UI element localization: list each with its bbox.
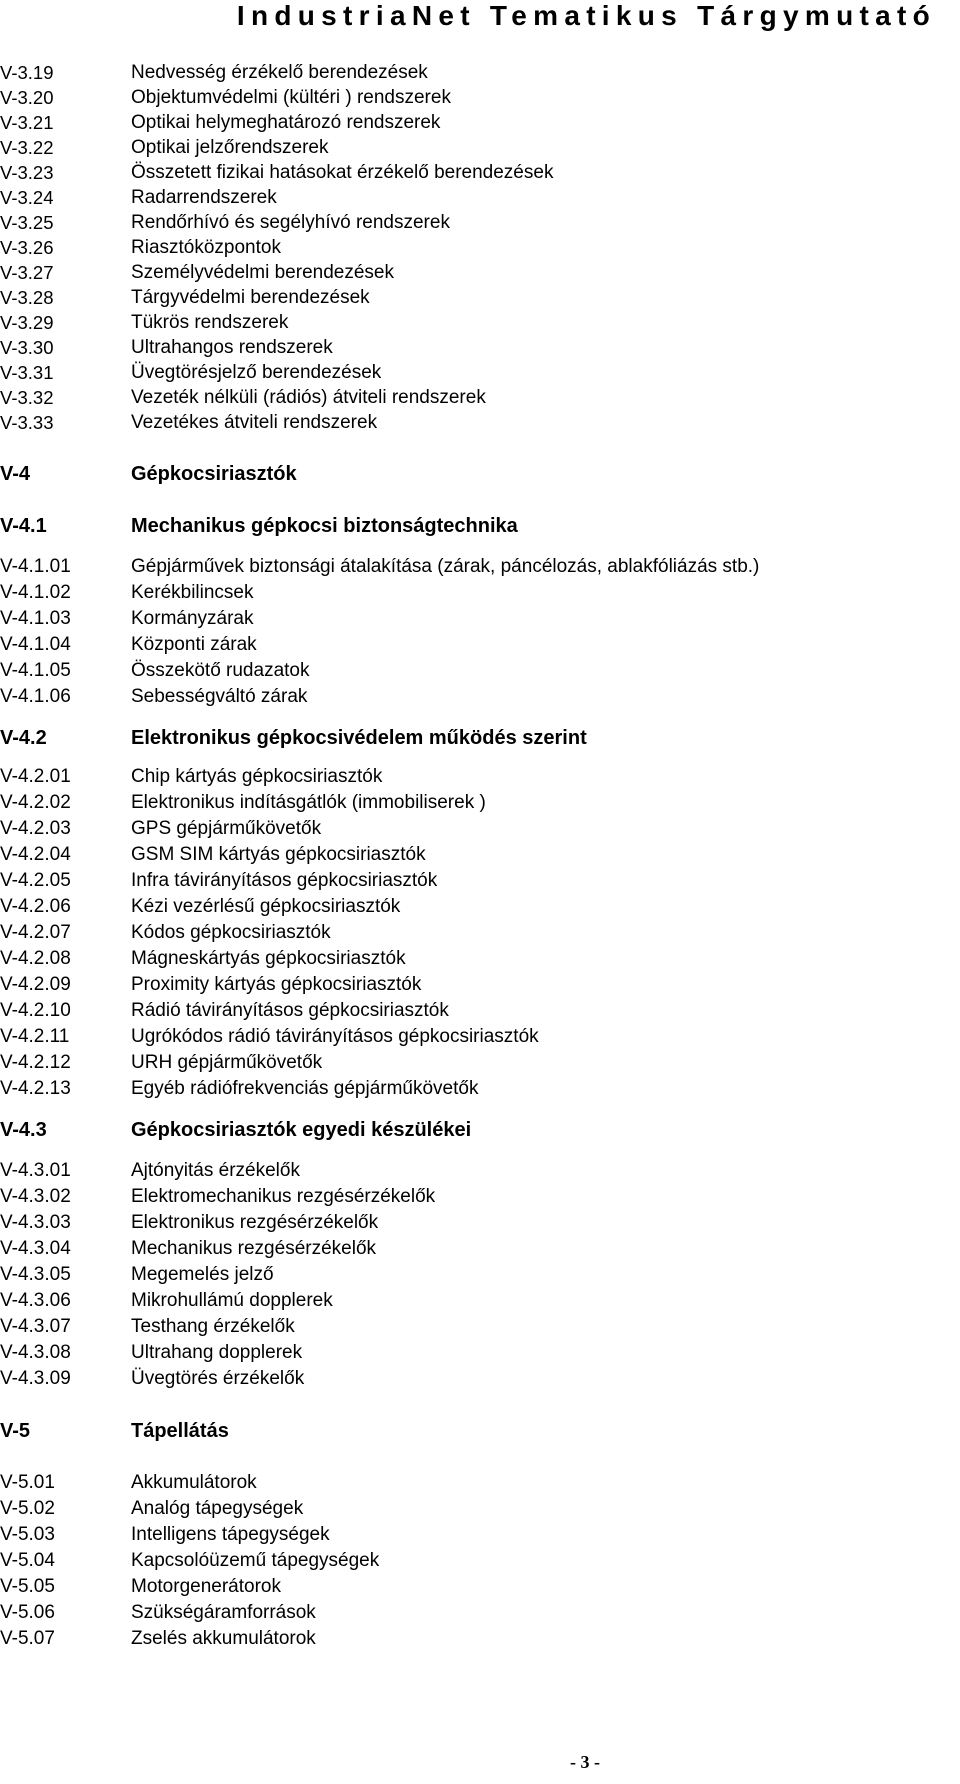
toc-section-v4-3	[0, 1158, 960, 1392]
spacer	[0, 1102, 960, 1117]
toc-entry	[0, 1548, 960, 1574]
toc-entry	[0, 160, 960, 185]
entry-title: Mikrohullámú dopplerek	[131, 1290, 333, 1311]
entry-code: V-4.3.09	[0, 1368, 71, 1389]
entry-code: V-4.1.01	[0, 556, 71, 577]
entry-code: V-5.01	[0, 1472, 55, 1493]
entry-code: V-5.03	[0, 1524, 55, 1545]
heading-title: Tápellátás	[131, 1420, 229, 1442]
entry-title: Üvegtörésjelző berendezések	[131, 362, 382, 383]
toc-entry	[0, 946, 960, 972]
entry-code: V-4.1.04	[0, 634, 71, 655]
toc-entry	[0, 385, 960, 410]
entry-code: V-3.29	[0, 312, 54, 333]
entry-title: Proximity kártyás gépkocsiriasztók	[131, 974, 422, 995]
entry-code: V-4.2.06	[0, 896, 71, 917]
entry-code: V-4.2.05	[0, 870, 71, 891]
entry-title: Kézi vezérlésű gépkocsiriasztók	[131, 896, 401, 917]
toc-entry	[0, 1626, 960, 1652]
entry-title: GPS gépjárműkövetők	[131, 818, 322, 839]
entry-code: V-4.3.01	[0, 1160, 71, 1181]
entry-title: Riasztóközpontok	[131, 237, 281, 258]
entry-title: Infra távirányításos gépkocsiriasztók	[131, 870, 438, 891]
entry-code: V-3.30	[0, 337, 54, 358]
entry-code: V-4.1.05	[0, 660, 71, 681]
entry-title: Kerékbilincsek	[131, 582, 254, 603]
entry-title: Optikai jelzőrendszerek	[131, 137, 329, 158]
section-heading	[0, 1117, 960, 1143]
entry-code: V-4.2.07	[0, 922, 71, 943]
entry-title: Ajtónyitás érzékelők	[131, 1160, 300, 1181]
entry-code: V-4.3.06	[0, 1290, 71, 1311]
entry-title: Sebességváltó zárak	[131, 686, 308, 707]
entry-title: Rádió távirányításos gépkocsiriasztók	[131, 1000, 449, 1021]
toc-entry	[0, 1522, 960, 1548]
toc-entry	[0, 235, 960, 260]
toc-entry	[0, 1314, 960, 1340]
page-number: - 3 -	[570, 1752, 600, 1772]
entry-title: Kódos gépkocsiriasztók	[131, 922, 331, 943]
toc-entry	[0, 210, 960, 235]
toc-entry	[0, 85, 960, 110]
spacer	[0, 1143, 960, 1158]
toc-entry	[0, 360, 960, 385]
toc-entry	[0, 764, 960, 790]
entry-title: Gépjárművek biztonsági átalakítása (zárak, páncélozás, ablakfóliázás stb.)	[131, 556, 760, 577]
entry-code: V-3.20	[0, 87, 54, 108]
toc-entry	[0, 335, 960, 360]
entry-title: Intelligens tápegységek	[131, 1524, 330, 1545]
entry-code: V-3.28	[0, 287, 54, 308]
entry-title: Ugrókódos rádió távirányításos gépkocsiriasztók	[131, 1026, 539, 1047]
toc-entry	[0, 658, 960, 684]
toc-section-v5	[0, 1470, 960, 1652]
spacer	[0, 1392, 960, 1418]
toc-entry	[0, 1024, 960, 1050]
entry-title: Motorgenerátorok	[131, 1576, 281, 1597]
entry-title: Vezeték nélküli (rádiós) átviteli rendszerek	[131, 387, 486, 408]
entry-title: Mechanikus rezgésérzékelők	[131, 1238, 377, 1259]
toc-entry	[0, 554, 960, 580]
toc-entry	[0, 1340, 960, 1366]
toc-entry	[0, 110, 960, 135]
toc-section-v3	[0, 60, 960, 435]
spacer	[0, 1444, 960, 1470]
entry-title: GSM SIM kártyás gépkocsiriasztók	[131, 844, 426, 865]
entry-title: Tükrös rendszerek	[131, 312, 289, 333]
heading-title: Gépkocsiriasztók	[131, 463, 297, 485]
entry-title: Központi zárak	[131, 634, 257, 655]
entry-code: V-3.23	[0, 162, 54, 183]
entry-code: V-3.24	[0, 187, 54, 208]
entry-title: Összekötő rudazatok	[131, 660, 310, 681]
toc-entry	[0, 60, 960, 85]
toc-entry	[0, 632, 960, 658]
heading-title: Elektronikus gépkocsivédelem működés szerint	[131, 727, 587, 749]
toc-entry	[0, 260, 960, 285]
entry-code: V-4.3.07	[0, 1316, 71, 1337]
entry-title: Ultrahang dopplerek	[131, 1342, 303, 1363]
entry-code: V-4.2.08	[0, 948, 71, 969]
toc-entry	[0, 1184, 960, 1210]
toc-entry	[0, 1236, 960, 1262]
entry-code: V-5.06	[0, 1602, 55, 1623]
entry-title: Személyvédelmi berendezések	[131, 262, 394, 283]
toc-entry	[0, 1076, 960, 1102]
toc-entry	[0, 1158, 960, 1184]
entry-code: V-4.3.08	[0, 1342, 71, 1363]
entry-code: V-4.3.04	[0, 1238, 71, 1259]
heading-code: V-5	[0, 1420, 31, 1442]
entry-title: Szükségáramforrások	[131, 1602, 316, 1623]
entry-title: Üvegtörés érzékelők	[131, 1368, 305, 1389]
entry-code: V-3.19	[0, 62, 54, 83]
entry-title: Elektromechanikus rezgésérzékelők	[131, 1186, 436, 1207]
toc-entry	[0, 972, 960, 998]
entry-code: V-5.07	[0, 1628, 55, 1649]
entry-code: V-4.1.06	[0, 686, 71, 707]
entry-title: Rendőrhívó és segélyhívó rendszerek	[131, 212, 450, 233]
entry-code: V-5.04	[0, 1550, 55, 1571]
entry-title: Vezetékes átviteli rendszerek	[131, 412, 378, 433]
toc-entry	[0, 1600, 960, 1626]
entry-title: Megemelés jelző	[131, 1264, 274, 1285]
entry-code: V-3.27	[0, 262, 54, 283]
spacer	[0, 710, 960, 725]
entry-title: Chip kártyás gépkocsiriasztók	[131, 766, 383, 787]
entry-code: V-4.2.11	[0, 1026, 70, 1047]
toc-entry	[0, 998, 960, 1024]
entry-title: Nedvesség érzékelő berendezések	[131, 62, 428, 83]
entry-title: Ultrahangos rendszerek	[131, 337, 333, 358]
entry-code: V-3.31	[0, 362, 54, 383]
entry-title: Testhang érzékelők	[131, 1316, 295, 1337]
entry-code: V-4.2.01	[0, 766, 71, 787]
toc-entry	[0, 842, 960, 868]
entry-code: V-3.21	[0, 112, 54, 133]
entry-title: Összetett fizikai hatásokat érzékelő berendezések	[131, 162, 554, 183]
entry-code: V-3.33	[0, 412, 54, 433]
toc-entry	[0, 580, 960, 606]
heading-code: V-4.3	[0, 1119, 47, 1141]
spacer	[0, 751, 960, 764]
entry-title: Akkumulátorok	[131, 1472, 257, 1493]
entry-code: V-3.26	[0, 237, 54, 258]
entry-title: Elektronikus indításgátlók (immobiliserek )	[131, 792, 486, 813]
toc-section-v4-2	[0, 764, 960, 1102]
toc-entry	[0, 1210, 960, 1236]
entry-title: Mágneskártyás gépkocsiriasztók	[131, 948, 406, 969]
entry-title: Zselés akkumulátorok	[131, 1628, 316, 1649]
spacer	[0, 435, 960, 461]
section-heading	[0, 461, 960, 487]
entry-code: V-3.22	[0, 137, 54, 158]
entry-code: V-3.25	[0, 212, 54, 233]
entry-title: Kormányzárak	[131, 608, 254, 629]
entry-code: V-4.2.03	[0, 818, 71, 839]
toc-entry	[0, 410, 960, 435]
entry-code: V-4.2.13	[0, 1078, 71, 1099]
toc-entry	[0, 310, 960, 335]
heading-code: V-4	[0, 463, 31, 485]
toc-entry	[0, 684, 960, 710]
toc-entry	[0, 1288, 960, 1314]
toc-entry	[0, 894, 960, 920]
entry-code: V-4.1.02	[0, 582, 71, 603]
section-heading	[0, 1418, 960, 1444]
toc-entry	[0, 1574, 960, 1600]
heading-title: Gépkocsiriasztók egyedi készülékei	[131, 1119, 472, 1141]
toc-entry	[0, 185, 960, 210]
section-heading	[0, 725, 960, 751]
heading-code: V-4.2	[0, 727, 47, 749]
spacer	[0, 539, 960, 554]
toc-entry	[0, 816, 960, 842]
entry-title: Objektumvédelmi (kültéri ) rendszerek	[131, 87, 451, 108]
toc-entry	[0, 1050, 960, 1076]
entry-code: V-4.3.03	[0, 1212, 71, 1233]
entry-title: Optikai helymeghatározó rendszerek	[131, 112, 441, 133]
spacer	[0, 487, 960, 513]
section-heading	[0, 513, 960, 539]
entry-code: V-5.05	[0, 1576, 55, 1597]
entry-code: V-5.02	[0, 1498, 55, 1519]
entry-title: Elektronikus rezgésérzékelők	[131, 1212, 379, 1233]
entry-code: V-3.32	[0, 387, 54, 408]
toc-entry	[0, 285, 960, 310]
entry-title: URH gépjárműkövetők	[131, 1052, 323, 1073]
toc-entry	[0, 1366, 960, 1392]
table-of-contents	[0, 60, 960, 1652]
heading-title: Mechanikus gépkocsi biztonságtechnika	[131, 515, 518, 537]
entry-code: V-4.3.05	[0, 1264, 71, 1285]
entry-code: V-4.2.12	[0, 1052, 71, 1073]
entry-title: Analóg tápegységek	[131, 1498, 304, 1519]
toc-entry	[0, 1262, 960, 1288]
entry-code: V-4.3.02	[0, 1186, 71, 1207]
entry-code: V-4.1.03	[0, 608, 71, 629]
entry-code: V-4.2.09	[0, 974, 71, 995]
toc-section-v4-1	[0, 554, 960, 710]
entry-code: V-4.2.10	[0, 1000, 71, 1021]
toc-entry	[0, 790, 960, 816]
entry-title: Egyéb rádiófrekvenciás gépjárműkövetők	[131, 1078, 479, 1099]
heading-code: V-4.1	[0, 515, 47, 537]
toc-entry	[0, 606, 960, 632]
entry-title: Tárgyvédelmi berendezések	[131, 287, 370, 308]
entry-title: Kapcsolóüzemű tápegységek	[131, 1550, 380, 1571]
toc-entry	[0, 920, 960, 946]
entry-title: Radarrendszerek	[131, 187, 277, 208]
toc-entry	[0, 1496, 960, 1522]
toc-entry	[0, 135, 960, 160]
document-header-title: IndustriaNet Tematikus Tárgymutató	[236, 0, 936, 31]
toc-entry	[0, 1470, 960, 1496]
toc-entry	[0, 868, 960, 894]
entry-code: V-4.2.04	[0, 844, 71, 865]
entry-code: V-4.2.02	[0, 792, 71, 813]
